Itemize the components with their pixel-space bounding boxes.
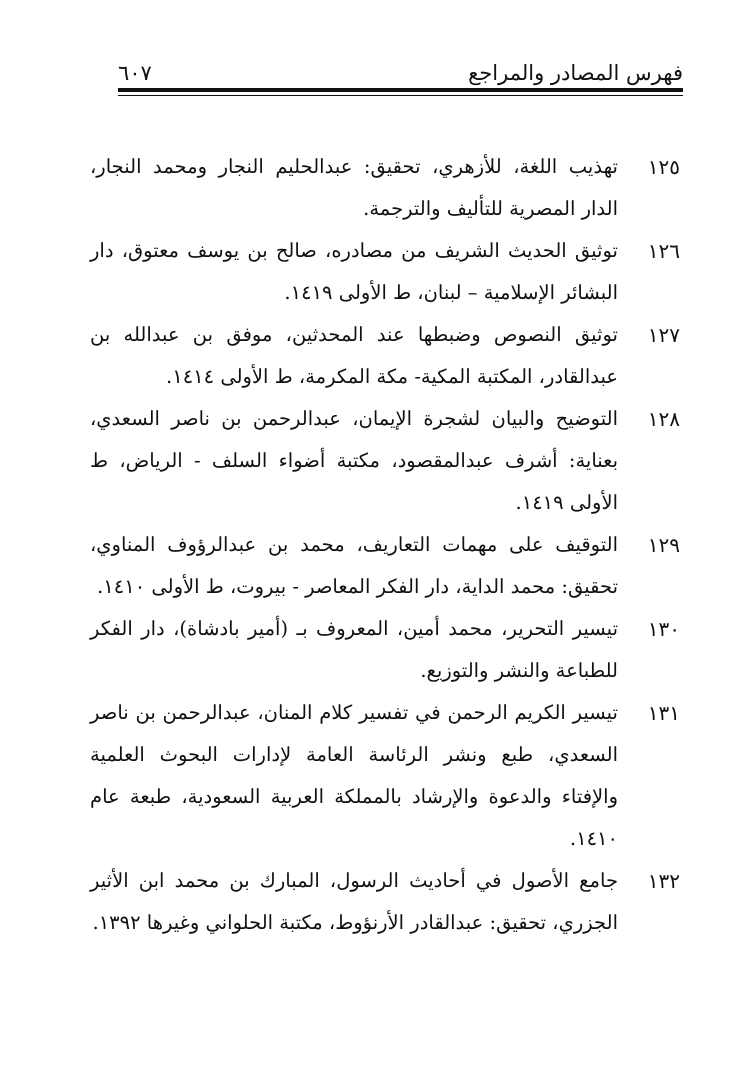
page-number: ٦٠٧ (118, 61, 152, 85)
entry-number: ١٢٥ (647, 155, 680, 179)
entry-number: ١٣٢ (647, 869, 680, 893)
entry-text: جامع الأصول في أحاديث الرسول، المبارك بن محمد ابن الأثير الجزري، تحقيق: عبدالقادر الأرنؤوط، مكتبة الحلواني وغيرها ١٣٩٢. (90, 869, 618, 934)
bibliography-list (90, 146, 680, 944)
entry-number: ١٣١ (647, 701, 680, 725)
entry-text: التوقيف على مهمات التعاريف، محمد بن عبدالرؤوف المناوي، تحقيق: محمد الداية، دار الفكر المعاصر - بيروت، ط الأولى ١٤١٠. (90, 533, 618, 598)
bibliography-entry (90, 230, 680, 314)
running-header (118, 52, 683, 88)
entry-number: ١٢٧ (647, 323, 680, 347)
entry-number: ١٢٨ (647, 407, 680, 431)
bibliography-entry (90, 608, 680, 692)
bibliography-entry (90, 524, 680, 608)
bibliography-entry (90, 314, 680, 398)
entry-number: ١٣٠ (647, 617, 680, 641)
entry-text: تيسير الكريم الرحمن في تفسير كلام المنان، عبدالرحمن بن ناصر السعدي، طبع ونشر الرئاسة العامة لإدارات البحوث العلمية والإفتاء والدعوة والإرشاد بالمملكة العربية السعودية، طبعة عام ١٤١٠. (90, 701, 618, 850)
header-title: فهرس المصادر والمراجع (468, 61, 683, 85)
entry-number: ١٢٩ (647, 533, 680, 557)
header-rule-thin (118, 95, 683, 96)
bibliography-entry (90, 860, 680, 944)
entry-text: تيسير التحرير، محمد أمين، المعروف بـ (أمير بادشاة)، دار الفكر للطباعة والنشر والتوزيع. (90, 617, 618, 682)
bibliography-entry (90, 692, 680, 860)
entry-number: ١٢٦ (647, 239, 680, 263)
bibliography-entry (90, 146, 680, 230)
bibliography-entry (90, 398, 680, 524)
entry-text: توثيق النصوص وضبطها عند المحدثين، موفق بن عبدالله بن عبدالقادر، المكتبة المكية- مكة المكرمة، ط الأولى ١٤١٤. (90, 323, 618, 388)
header-rule-thick (118, 88, 683, 92)
entry-text: توثيق الحديث الشريف من مصادره، صالح بن يوسف معتوق، دار البشائر الإسلامية – لبنان، ط الأولى ١٤١٩. (90, 239, 618, 304)
entry-text: تهذيب اللغة، للأزهري، تحقيق: عبدالحليم النجار ومحمد النجار، الدار المصرية للتأليف والترجمة. (90, 155, 618, 220)
entry-text: التوضيح والبيان لشجرة الإيمان، عبدالرحمن بن ناصر السعدي، بعناية: أشرف عبدالمقصود، مكتبة أضواء السلف - الرياض، ط الأولى ١٤١٩. (90, 407, 618, 514)
